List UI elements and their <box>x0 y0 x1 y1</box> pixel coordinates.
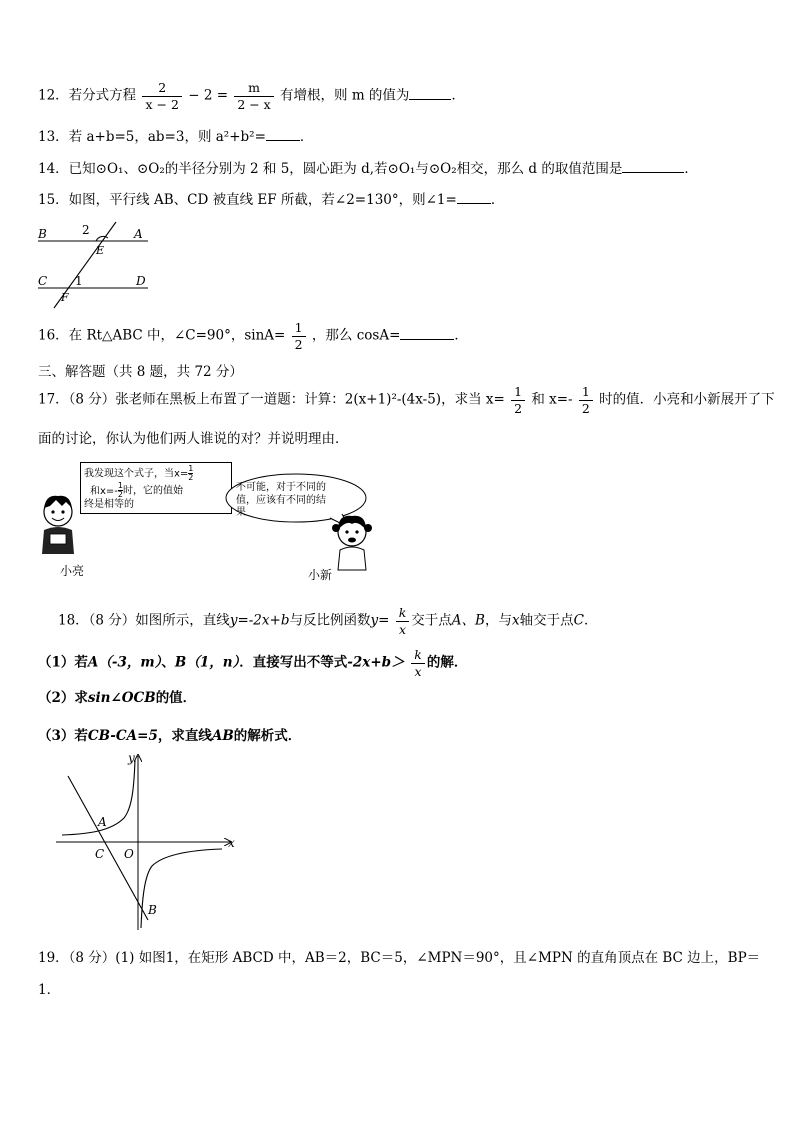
q12-post: 有增根，则 m 的值为 <box>280 87 410 104</box>
q16-fraction: $\frac{1}{2}$ <box>292 320 306 352</box>
answer-blank[interactable] <box>622 171 684 173</box>
label-f: F <box>61 291 69 304</box>
q18-part1-fraction: $\frac{k}{x}$ <box>411 647 425 679</box>
q18-fraction: $\frac{k}{x}$ <box>396 605 410 637</box>
figure-15-parallel-lines <box>36 220 151 310</box>
question-14: 14．已知⊙O₁、⊙O₂的半径分别为 2 和 5，圆心距为 d,若⊙O₁与⊙O₂相交，那么 d 的取值范围是 ． <box>38 161 698 177</box>
q16-text: 16．在 Rt△ABC 中，∠C=90°，sinA= <box>38 327 286 344</box>
question-13: 13．若 a+b=5，ab=3，则 a²+b²= ． <box>38 129 314 145</box>
question-18: 18．（8 分）如图所示，直线y=-2x+b与反比例函数y= $\frac{k}{x}$ 交于点A、B，与x轴交于点C． <box>58 605 598 637</box>
q17-fraction-1: $\frac{1}{2}$ <box>511 384 525 416</box>
figure-18-coordinate-graph <box>52 752 242 934</box>
q14-text: 14．已知⊙O₁、⊙O₂的半径分别为 2 和 5，圆心距为 d,若⊙O₁与⊙O₂相交，那么 d 的取值范围是 <box>38 161 623 177</box>
q16-post: ，那么 cosA= <box>311 327 401 344</box>
q17-line-2: 面的讨论，你认为他们两人谁说的对？并说明理由． <box>38 431 349 447</box>
question-15: 15．如图，平行线 AB、CD 被直线 EF 所截，若∠2=130°，则∠1= ． <box>38 192 505 208</box>
q18-part-2: （2）求sin∠OCB的值． <box>38 690 197 706</box>
q17-text: 17．（8 分）张老师在黑板上布置了一道题：计算：2(x+1)²-(4x-5)，求当 x= <box>38 391 505 408</box>
q15-text: 15．如图，平行线 AB、CD 被直线 EF 所截，若∠2=130°，则∠1= <box>38 192 457 208</box>
boy-cartoon-icon <box>36 490 84 560</box>
name-xiaoxin: 小新 <box>308 568 333 582</box>
section-title: 三、解答题（共 8 题，共 72 分） <box>38 364 243 380</box>
line-y-2x-b <box>68 776 148 920</box>
label-origin: O <box>124 847 134 861</box>
label-angle-1: 1 <box>75 274 83 288</box>
q12-mid: − 2 = <box>188 87 229 104</box>
label-x: x <box>228 836 235 850</box>
label-a: A <box>134 227 143 241</box>
label-point-b: B <box>148 903 157 917</box>
label-e: E <box>96 244 105 257</box>
label-angle-2: 2 <box>82 223 90 237</box>
q19-line-2: 1． <box>38 982 61 998</box>
q18-part-3: （3）若CB-CA=5，求直线AB的解析式． <box>38 728 302 744</box>
label-d: D <box>136 274 146 288</box>
question-16: 16．在 Rt△ABC 中，∠C=90°，sinA= $\frac{1}{2}$ ，那么 cosA= ． <box>38 320 468 352</box>
answer-blank[interactable] <box>409 98 451 100</box>
label-c: C <box>38 274 48 288</box>
angle-2-arc <box>96 236 108 241</box>
bubble1-text: 我发现这个式子，当x= $\frac{1}{2}$ 和x=- $\frac{1}{2}$ 时，它的值始 终是相等的 <box>84 464 194 510</box>
question-19: 19．（8 分）(1) 如图1，在矩形 ABCD 中，AB＝2，BC＝5，∠MPN＝90°，且∠MPN 的直角顶点在 BC 边上，BP＝ <box>38 950 761 966</box>
q12-fraction-1: $\frac{2}{x - 2}$ <box>142 80 181 112</box>
bubble2-text: 不可能，对于不同的 值，应该有不同的结 果 <box>236 482 326 518</box>
q18-part-1: （1）若A（-3，m）、B（1，n）．直接写出不等式-2x+b＞ $\frac{k}{x}$ 的解． <box>38 647 468 679</box>
name-xiaoliang: 小亮 <box>60 564 85 578</box>
girl-cartoon-icon <box>328 510 376 572</box>
question-12: 12．若分式方程 $\frac{2}{x - 2}$ − 2 = $\frac{m}{2 - x}$ 有增根，则 m 的值为 ． <box>38 80 465 112</box>
q17-illustration <box>36 462 376 582</box>
answer-blank[interactable] <box>457 202 491 204</box>
label-b: B <box>38 227 47 241</box>
label-point-c: C <box>95 847 105 861</box>
question-17: 17．（8 分）张老师在黑板上布置了一道题：计算：2(x+1)²-(4x-5)，求当 x= $\frac{1}{2}$ 和 x=- $\frac{1}{2}$ 时的值．小亮和小新展开了下 <box>38 384 775 416</box>
q13-text: 13．若 a+b=5，ab=3，则 a²+b²= <box>38 129 266 145</box>
answer-blank[interactable] <box>266 139 300 141</box>
answer-blank[interactable] <box>400 338 454 340</box>
q17-fraction-2: $\frac{1}{2}$ <box>579 384 593 416</box>
label-y: y <box>128 752 135 765</box>
q12-fraction-2: $\frac{m}{2 - x}$ <box>234 80 273 112</box>
label-point-a: A <box>98 815 107 829</box>
q12-text: 12．若分式方程 <box>38 87 137 104</box>
